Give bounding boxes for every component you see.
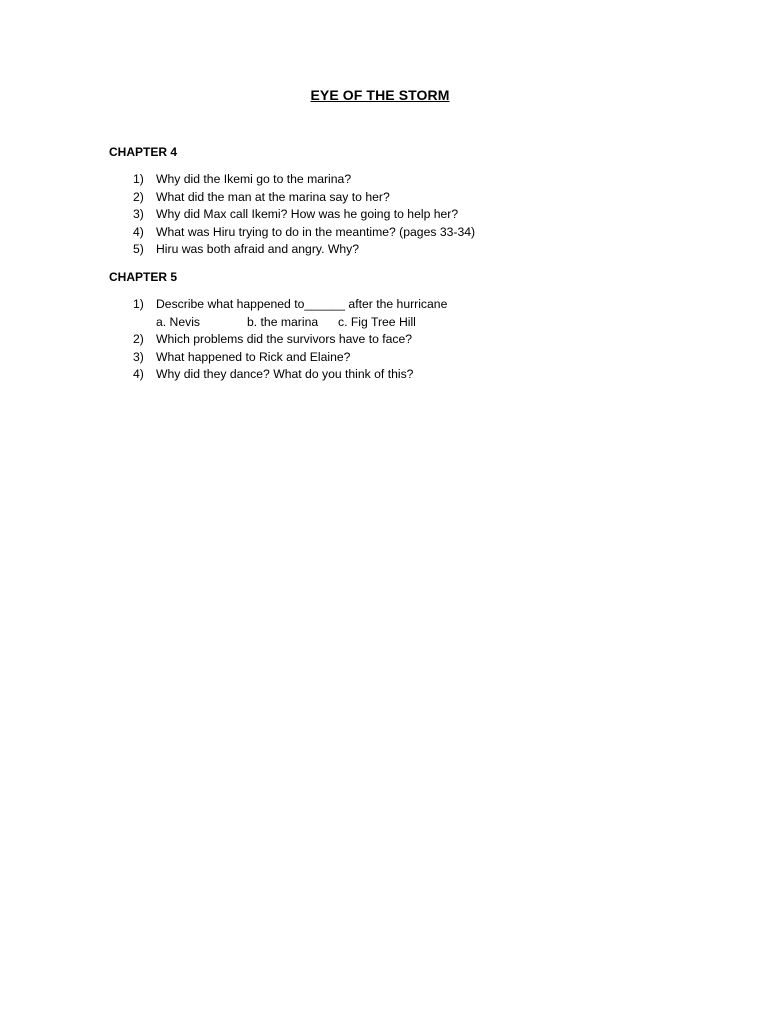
question-text: Hiru was both afraid and angry. Why? bbox=[156, 242, 359, 257]
question-number: 4) bbox=[133, 367, 144, 382]
option-c: c. Fig Tree Hill bbox=[338, 314, 416, 329]
question-number: 3) bbox=[133, 207, 144, 222]
answer-options bbox=[109, 314, 669, 332]
question-text: What was Hiru trying to do in the meantime? (pages 33-34) bbox=[156, 224, 476, 239]
question-number: 1) bbox=[133, 297, 144, 311]
chapter-4-question-list bbox=[109, 171, 669, 259]
document-title: EYE OF THE STORM bbox=[310, 87, 450, 103]
question-number: 3) bbox=[133, 349, 144, 364]
question-text: Why did Max call Ikemi? How was he going to help her? bbox=[156, 207, 459, 222]
list-item bbox=[109, 171, 669, 189]
chapter-5-heading: CHAPTER 5 bbox=[109, 270, 178, 284]
question-text: Describe what happened to______ after the hurricane bbox=[156, 297, 448, 311]
question-number: 2) bbox=[133, 332, 144, 347]
option-a: a. Nevis bbox=[156, 314, 201, 329]
list-item bbox=[109, 206, 669, 224]
list-item bbox=[109, 224, 669, 242]
option-b: b. the marina bbox=[247, 314, 319, 329]
list-item bbox=[109, 189, 669, 207]
question-number: 4) bbox=[133, 224, 144, 239]
question-text: What happened to Rick and Elaine? bbox=[156, 349, 351, 364]
chapter-4-heading: CHAPTER 4 bbox=[109, 145, 178, 159]
list-item bbox=[109, 296, 669, 314]
question-number: 1) bbox=[133, 172, 144, 186]
chapter-5-question-list bbox=[109, 296, 669, 384]
question-text: What did the man at the marina say to her? bbox=[156, 189, 390, 204]
list-item bbox=[109, 366, 669, 384]
list-item bbox=[109, 331, 669, 349]
list-item bbox=[109, 241, 669, 259]
list-item bbox=[109, 349, 669, 367]
question-number: 5) bbox=[133, 242, 144, 257]
question-number: 2) bbox=[133, 189, 144, 204]
question-text: Which problems did the survivors have to face? bbox=[156, 332, 413, 347]
question-text: Why did the Ikemi go to the marina? bbox=[156, 172, 352, 186]
question-text: Why did they dance? What do you think of this? bbox=[156, 367, 414, 382]
